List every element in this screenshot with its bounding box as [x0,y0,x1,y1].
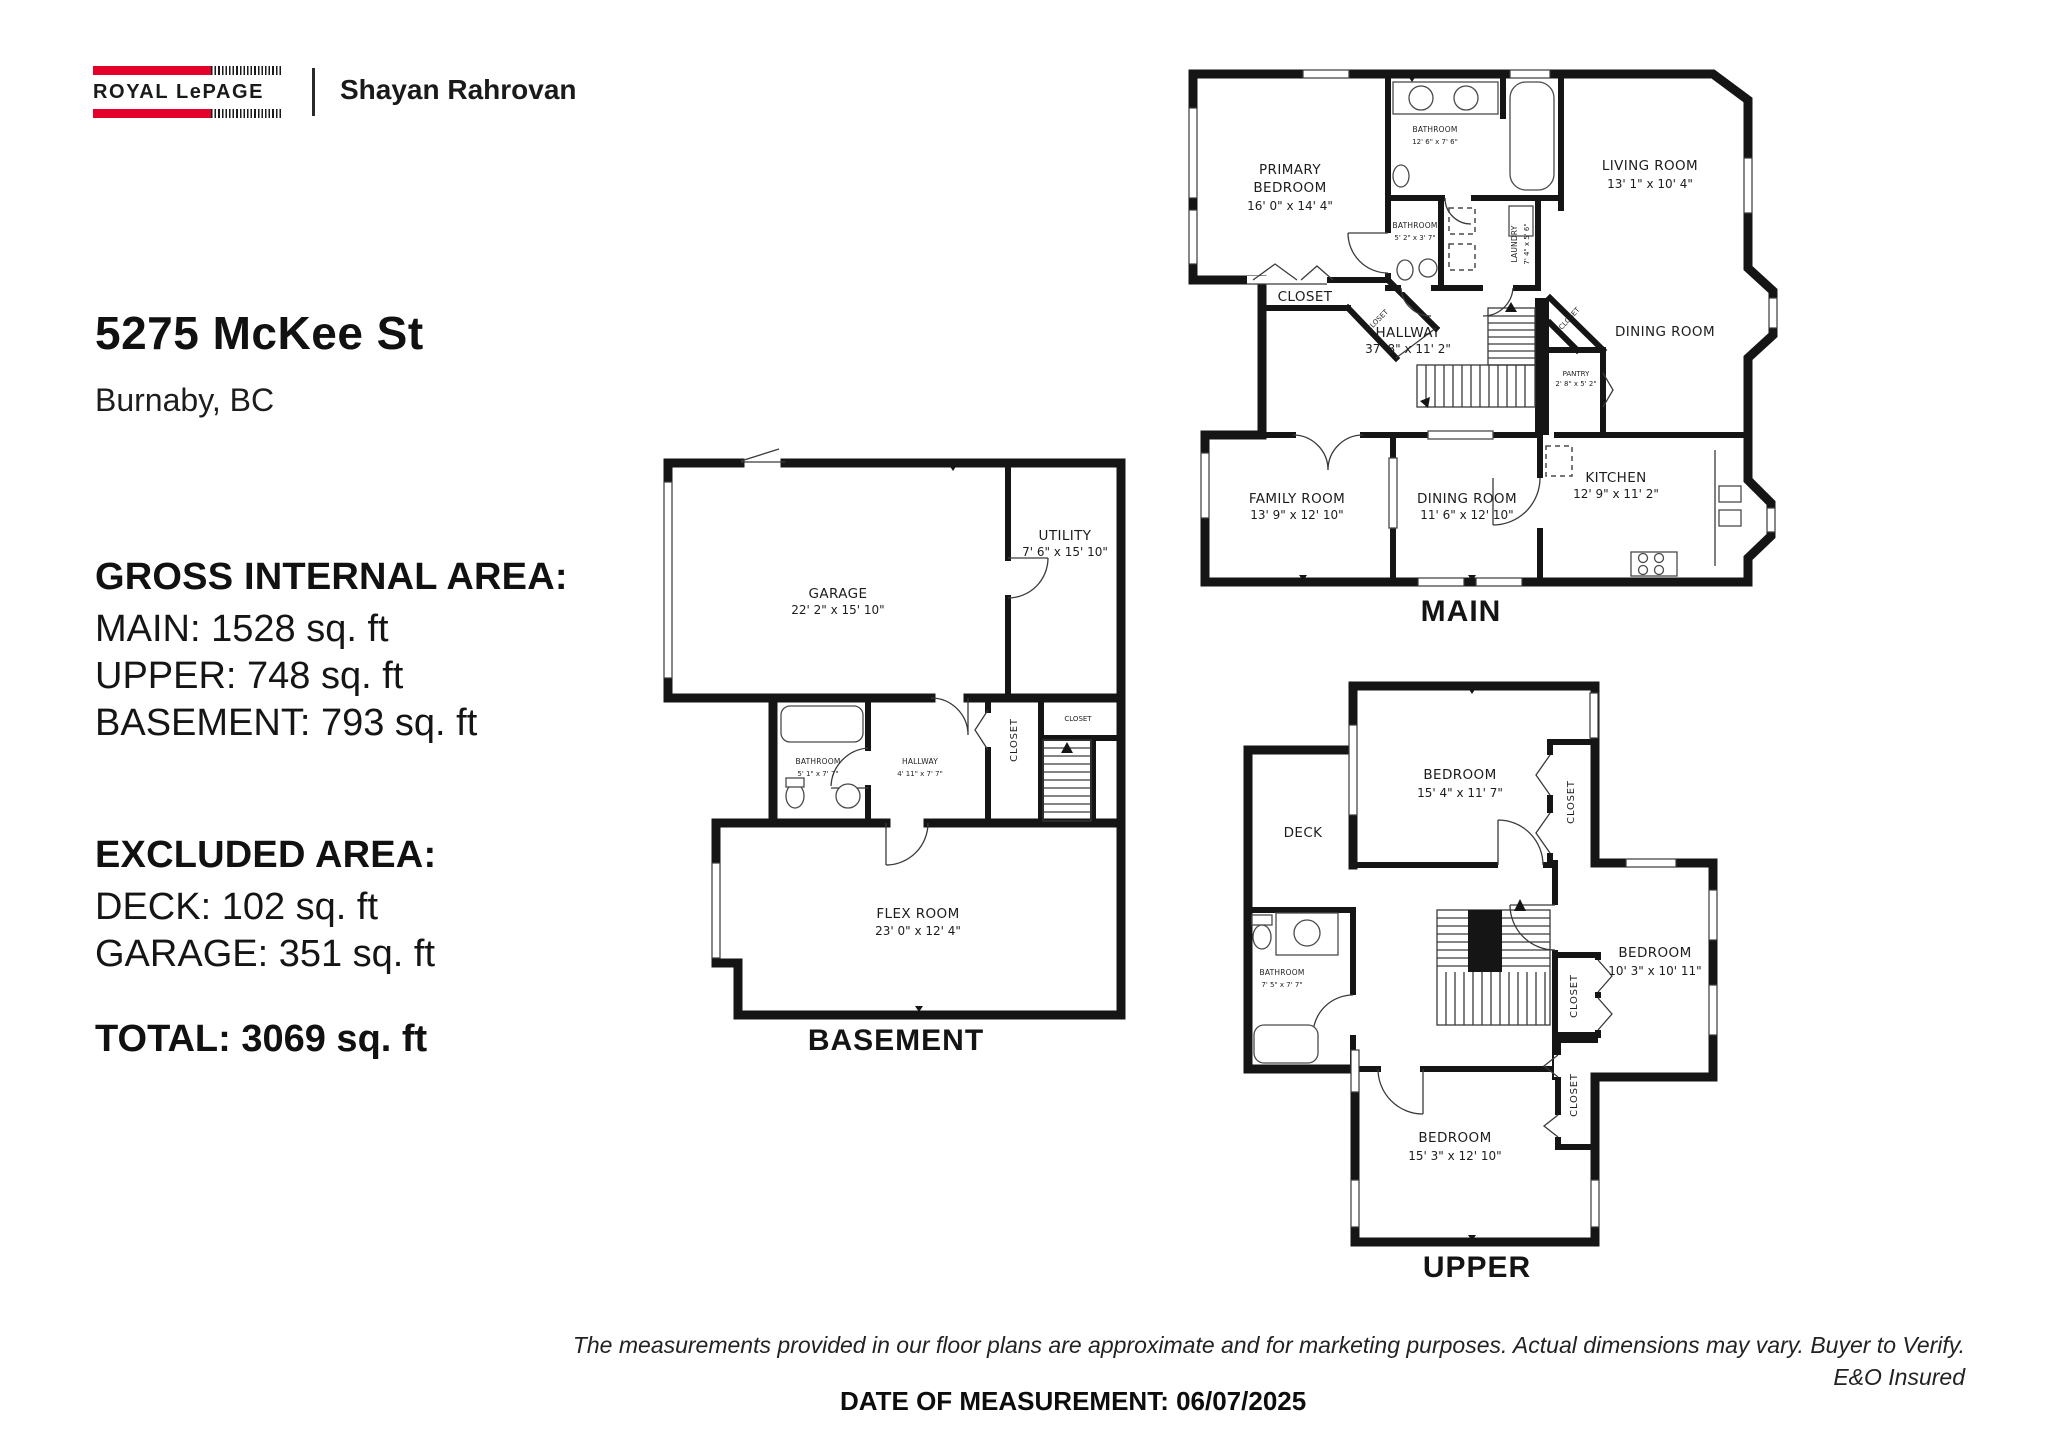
gross-area-basement: BASEMENT: 793 sq. ft [95,702,478,744]
room-label-bathroom: BATHROOM [795,757,841,766]
measurement-date: DATE OF MEASUREMENT: 06/07/2025 [840,1386,1307,1416]
room-dims-utility: 7' 6" x 15' 10" [1022,545,1108,559]
upper-floor-plan [1218,665,1758,1290]
room-label-closet-top: CLOSET [1566,780,1577,824]
gross-area-title: GROSS INTERNAL AREA: [95,556,568,598]
room-dims-bathroom: 7' 5" x 7' 7" [1261,981,1303,989]
room-label-hallway: HALLWAY [1375,325,1441,341]
excluded-area-title: EXCLUDED AREA: [95,834,437,876]
measurement-disclaimer: The measurements provided in our floor plans are approximate and for marketing purposes. Actual dimensions may vary. Buyer to Verify. [572,1332,1965,1358]
room-label-dining: DINING ROOM [1417,491,1517,507]
room-label-bedroom-top: BEDROOM [1423,767,1497,783]
room-label-closet-right: CLOSET [1569,974,1580,1018]
room-dims-primary: 16' 0" x 14' 4" [1247,199,1333,213]
room-dims-bedroom-right: 10' 3" x 10' 11" [1608,964,1702,978]
main-dining-opening [1428,431,1493,439]
basement-stairs [1043,740,1091,821]
room-label-closet: CLOSET [1009,718,1020,762]
main-floor-plan [1183,58,1778,633]
room-label-kitchen: KITCHEN [1585,470,1647,486]
upper-stairs [1437,899,1550,1025]
property-address: 5275 McKee St [95,307,424,359]
royal-lepage-logo [93,66,281,118]
logo-stripes-icon [211,109,281,118]
agent-name: Shayan Rahrovan [340,74,577,105]
room-label-hallway: HALLWAY [902,757,938,766]
main-doors [1247,198,1613,525]
room-label-primary-2: BEDROOM [1253,180,1327,196]
room-dims-bathroom: 5' 1" x 7' 7" [797,770,839,778]
gross-area-main: MAIN: 1528 sq. ft [95,608,389,650]
main-kitchen-fixtures [1546,446,1741,576]
room-label-closet: CLOSET [1277,289,1333,305]
room-label-bath-ensuite: BATHROOM [1412,125,1458,134]
room-dims-bath-ensuite: 12' 6" x 7' 6" [1412,138,1458,146]
room-dims-living: 13' 1" x 10' 4" [1607,177,1693,191]
room-label-deck: DECK [1283,825,1323,841]
logo-brand-name: ROYAL LePAGE [93,81,265,103]
basement-title: BASEMENT [807,1024,985,1057]
total-area: TOTAL: 3069 sq. ft [95,1018,428,1060]
upper-title: UPPER [1422,1251,1532,1284]
room-label-family: FAMILY ROOM [1248,491,1346,507]
room-dims-pantry: 2' 8" x 5' 2" [1555,380,1597,388]
room-label-utility: UTILITY [1038,528,1092,544]
room-dims-family: 13' 9" x 12' 10" [1250,508,1344,522]
room-dims-garage: 22' 2" x 15' 10" [791,603,885,617]
gross-area-upper: UPPER: 748 sq. ft [95,655,404,697]
logo-bottom-bar [93,109,281,118]
room-label-living: LIVING ROOM [1601,158,1699,174]
logo-stripes-icon [211,66,281,75]
room-label-flex: FLEX ROOM [876,906,960,922]
property-city: Burnaby, BC [95,382,275,418]
room-label-closet-small: CLOSET [1064,715,1092,723]
room-dims-kitchen: 12' 9" x 11' 2" [1573,487,1659,501]
room-label-closet-diag: CLOSET [1365,308,1391,334]
room-label-closet-bottom: CLOSET [1569,1073,1580,1117]
room-dims-bedroom-bottom: 15' 3" x 12' 10" [1408,1149,1502,1163]
room-dims-dining: 11' 6" x 12' 10" [1420,508,1514,522]
room-dims-flex: 23' 0" x 12' 4" [875,924,961,938]
room-label-closet-pantry: CLOSET [1557,305,1582,332]
basement-windows [664,482,720,958]
logo-top-bar [93,66,281,75]
room-dims-hallway: 4' 11" x 7' 7" [897,770,943,778]
room-label-garage: GARAGE [808,586,868,602]
room-label-bath-small: BATHROOM [1392,221,1438,230]
room-label-dining-nook: DINING ROOM [1615,324,1715,340]
excluded-area-garage: GARAGE: 351 sq. ft [95,933,436,975]
main-family-opening [1389,458,1397,528]
eo-insured-note: E&O Insured [1833,1364,1965,1390]
room-dims-laundry: 7' 4" x 5' 6" [1523,223,1531,265]
room-label-primary-1: PRIMARY [1259,162,1321,178]
room-dims-bath-small: 5' 2" x 3' 7" [1394,234,1436,242]
main-stair-wall [1535,298,1549,435]
basement-interior-walls [868,463,1121,823]
room-label-bedroom-right: BEDROOM [1618,945,1692,961]
excluded-area-deck: DECK: 102 sq. ft [95,886,379,928]
basement-floor-plan [653,448,1133,1068]
room-dims-bedroom-top: 15' 4" x 11' 7" [1417,786,1503,800]
room-label-laundry: LAUNDRY [1510,225,1519,263]
room-dims-hallway: 37' 8" x 11' 2" [1365,342,1451,356]
main-room-labels [1247,125,1715,522]
room-label-bedroom-bottom: BEDROOM [1418,1130,1492,1146]
header-divider [312,68,315,116]
main-title: MAIN [1420,595,1502,628]
room-label-pantry: PANTRY [1562,370,1590,378]
room-label-bathroom: BATHROOM [1259,968,1305,977]
